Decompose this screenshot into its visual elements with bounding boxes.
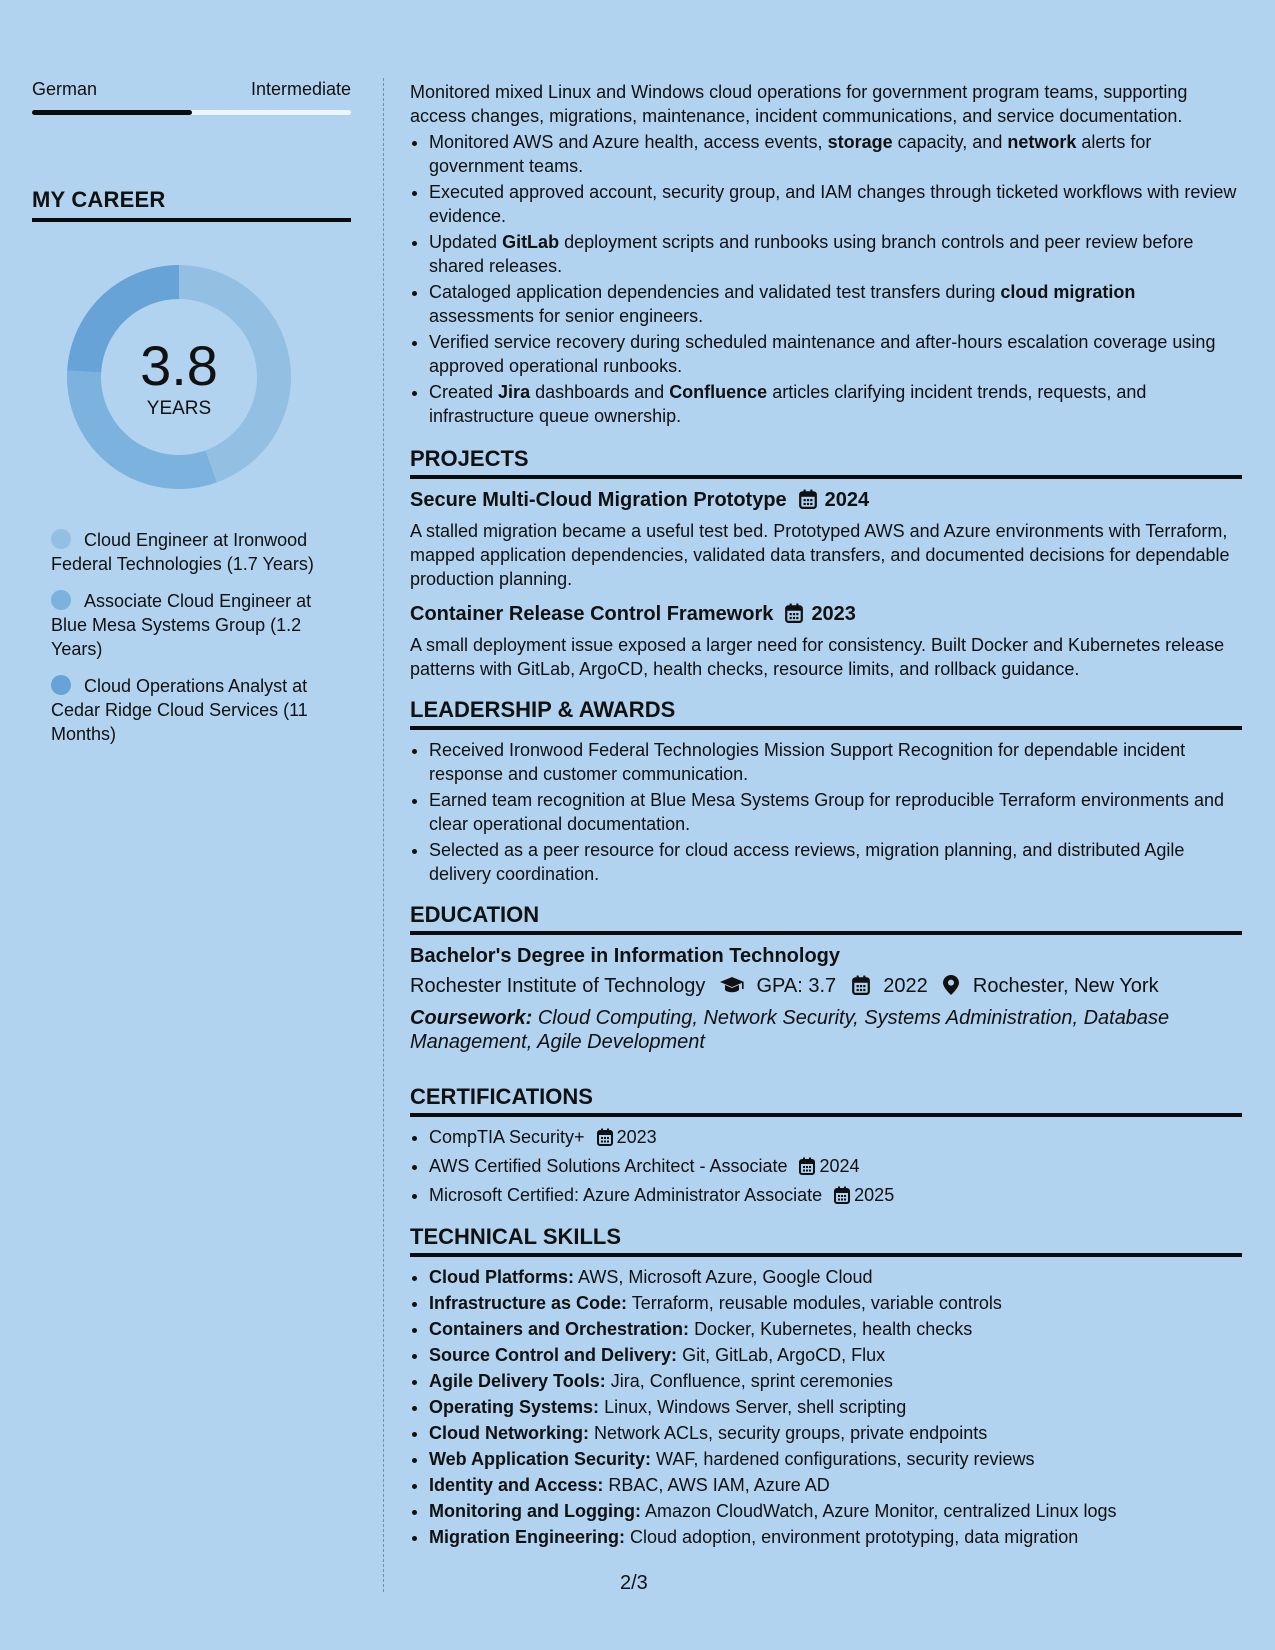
skill-item [429,1499,1242,1523]
career-legend-label: Cloud Operations Analyst at Cedar Ridge Cloud Services (11 Months) [51,676,308,744]
leadership-item: • Received Ironwood Federal Technologies Mission Support Recognition for dependable incident response and customer communication. [429,738,1242,786]
language-row [32,78,351,100]
skill-label: Migration Engineering: [429,1527,625,1547]
skill-label: Containers and Orchestration: [429,1319,690,1339]
education-details [410,971,1242,1004]
skill-item [429,1447,1242,1471]
career-legend-dot [51,590,71,610]
education-coursework [410,1006,1242,1054]
career-legend-label: Associate Cloud Engineer at Blue Mesa Systems Group (1.2 Years) [51,591,312,659]
project-item [410,487,1242,591]
skill-label: Cloud Networking: [429,1423,589,1443]
calendar-icon [852,974,870,1004]
leadership-item: • Earned team recognition at Blue Mesa Systems Group for reproducible Terraform environments and clear operational documentation. [429,788,1242,836]
education-degree: Bachelor's Degree in Information Technology [410,945,841,967]
coursework-list: Cloud Computing, Network Security, Systems Administration, Database Management, Agile Development [410,1007,1170,1053]
language-level: Intermediate [250,79,351,99]
experience-bullet: • Cataloged application dependencies and validated test transfers during cloud migration assessments for senior engineers. [429,280,1242,328]
career-legend-item [51,528,351,576]
skill-item [429,1421,1242,1445]
skill-value: Cloud adoption, environment prototyping, data migration [630,1527,1079,1547]
education-location: Rochester, New York [972,975,1159,997]
experience-summary: Monitored mixed Linux and Windows cloud operations for government program teams, supporting access changes, migrations, maintenance, incident communications, and service documentation. [410,82,1188,126]
career-heading: MY CAREER [32,187,351,222]
column-divider [383,78,384,1592]
language-proficiency-bar [32,110,351,115]
calendar-icon [834,1186,850,1210]
experience-bullets [410,130,1242,428]
career-legend [51,528,351,746]
skill-item [429,1473,1242,1497]
skill-label: Agile Delivery Tools: [429,1371,606,1391]
skill-label: Operating Systems: [429,1397,600,1417]
project-title: Secure Multi-Cloud Migration Prototype [410,489,787,511]
projects-list [410,487,1242,681]
career-total-years: 3.8 [140,334,218,397]
certification-name: Microsoft Certified: Azure Administrator Associate [429,1185,823,1205]
certifications-list [410,1125,1242,1210]
education-heading: EDUCATION [410,902,1242,935]
career-legend-label: Cloud Engineer at Ironwood Federal Technologies (1.7 Years) [51,530,314,574]
skill-item [429,1369,1242,1393]
project-description: A small deployment issue exposed a larger need for consistency. Built Docker and Kubernetes release patterns with GitLab, ArgoCD, health checks, resource limits, and rollback guidance. [410,635,1225,679]
experience-bullet: • Updated GitLab deployment scripts and runbooks using branch controls and peer review before shared releases. [429,230,1242,278]
career-donut-chart [64,262,294,492]
project-title: Container Release Control Framework [410,603,774,625]
certification-name: CompTIA Security+ [429,1127,585,1147]
project-year: 2023 [811,603,856,625]
skill-item [429,1265,1242,1289]
certification-item [429,1183,1242,1210]
certification-year: 2025 [854,1185,895,1205]
career-legend-item [51,674,351,746]
skill-item [429,1317,1242,1341]
skill-value: Jira, Confluence, sprint ceremonies [610,1371,893,1391]
skill-label: Monitoring and Logging: [429,1501,641,1521]
calendar-icon [785,603,803,630]
experience-bullet: • Verified service recovery during scheduled maintenance and after-hours escalation coverage using approved operational runbooks. [429,330,1242,378]
leadership-heading: LEADERSHIP & AWARDS [410,697,1242,730]
education-gpa: GPA: 3.7 [756,975,837,997]
skill-label: Source Control and Delivery: [429,1345,678,1365]
skill-value: Terraform, reusable modules, variable controls [631,1293,1002,1313]
language-proficiency-fill [32,110,192,115]
education-school: Rochester Institute of Technology [410,975,706,997]
skill-value: Network ACLs, security groups, private endpoints [594,1423,988,1443]
skill-value: RBAC, AWS IAM, Azure AD [608,1475,830,1495]
skills-heading: TECHNICAL SKILLS [410,1224,1242,1257]
project-title-row [410,601,1242,630]
skill-value: Docker, Kubernetes, health checks [694,1319,973,1339]
career-legend-item [51,589,351,661]
skill-label: Infrastructure as Code: [429,1293,628,1313]
skill-label: Web Application Security: [429,1449,652,1469]
calendar-icon [799,489,817,516]
skill-label: Cloud Platforms: [429,1267,575,1287]
skill-value: WAF, hardened configurations, security reviews [656,1449,1035,1469]
education-entry [410,943,1242,1054]
career-legend-dot [51,529,71,549]
certification-year: 2023 [616,1127,657,1147]
skill-item [429,1291,1242,1315]
skill-value: Amazon CloudWatch, Azure Monitor, centralized Linux logs [644,1501,1117,1521]
graduation-cap-icon [719,974,745,1004]
certification-year: 2024 [819,1156,860,1176]
leadership-item: • Selected as a peer resource for cloud access reviews, migration planning, and distributed Agile delivery coordination. [429,838,1242,886]
map-pin-icon [943,974,959,1004]
projects-heading: PROJECTS [410,446,1242,479]
experience-bullet: • Monitored AWS and Azure health, access events, storage capacity, and network alerts for government teams. [429,130,1242,178]
certifications-heading: CERTIFICATIONS [410,1084,1242,1117]
calendar-icon [799,1157,815,1181]
skill-item [429,1525,1242,1549]
page-number: 2/3 [620,1572,648,1594]
skills-list [410,1265,1242,1549]
experience-bullet: • Executed approved account, security group, and IAM changes through ticketed workflows with review evidence. [429,180,1242,228]
skill-value: Git, GitLab, ArgoCD, Flux [682,1345,886,1365]
coursework-label: Coursework: [410,1007,533,1029]
skill-value: AWS, Microsoft Azure, Google Cloud [578,1267,873,1287]
main-content [410,80,1242,1551]
leadership-list [410,738,1242,886]
certification-item [429,1154,1242,1181]
certification-name: AWS Certified Solutions Architect - Associate [429,1156,788,1176]
education-year: 2022 [883,975,928,997]
project-year: 2024 [824,489,870,511]
skill-value: Linux, Windows Server, shell scripting [604,1397,907,1417]
sidebar [32,78,351,759]
career-total-unit: YEARS [146,398,212,419]
project-description: A stalled migration became a useful test bed. Prototyped AWS and Azure environments with Terraform, mapped application dependencies, validated data transfers, and documented decisions for dependable production planning. [410,521,1230,589]
skill-item [429,1395,1242,1419]
calendar-icon [597,1128,613,1152]
project-title-row [410,487,1242,516]
skill-label: Identity and Access: [429,1475,604,1495]
project-item [410,601,1242,681]
skill-item [429,1343,1242,1367]
experience-bullet: • Created Jira dashboards and Confluence articles clarifying incident trends, requests, and infrastructure queue ownership. [429,380,1242,428]
certification-item [429,1125,1242,1152]
career-legend-dot [51,675,71,695]
language-name: German [32,79,98,99]
